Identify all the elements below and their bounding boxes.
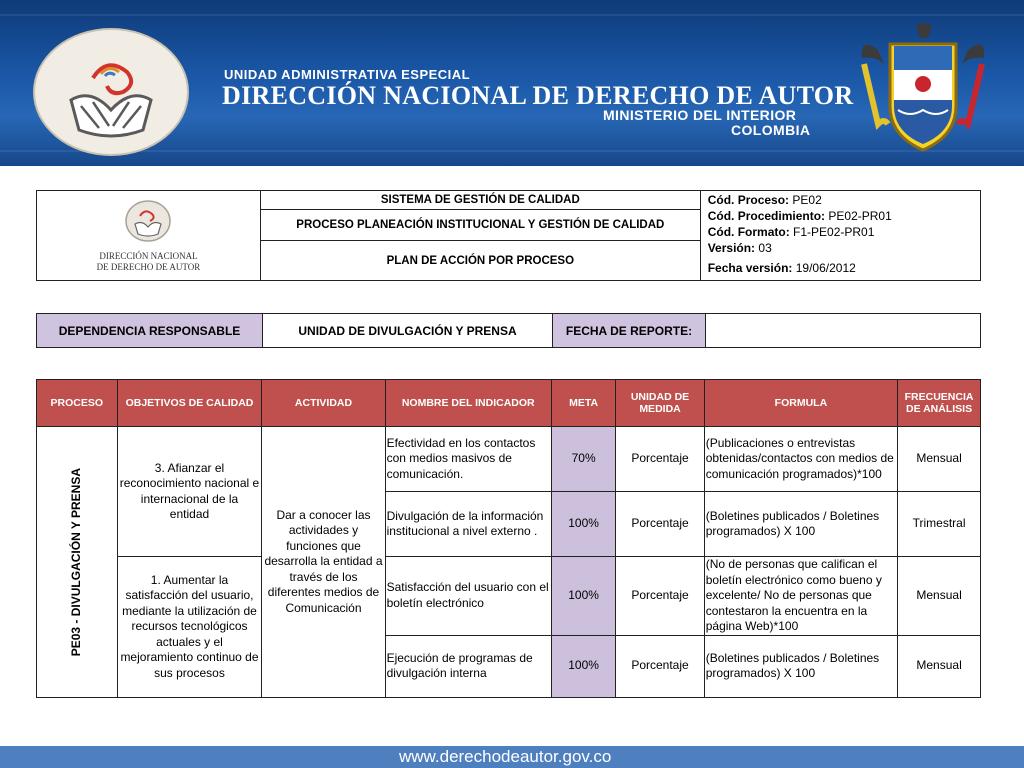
col-header-indicator: NOMBRE DEL INDICADOR: [385, 380, 551, 427]
indicator-cell: Efectividad en los contactos con medios masivos de comunicación.: [385, 427, 551, 492]
action-plan-table: [36, 379, 981, 698]
col-header-meta: META: [551, 380, 615, 427]
activity-cell: Dar a conocer las actividades y funciones que desarrolla la entidad a través de los diferentes medios de Comunicación: [262, 427, 385, 698]
unit-cell: Porcentaje: [616, 427, 704, 492]
dependency-value: UNIDAD DE DIVULGACIÓN Y PRENSA: [263, 314, 553, 348]
header-banner: [0, 0, 1024, 166]
code-version: Versión: 03: [707, 241, 772, 255]
col-header-process: PROCESO: [37, 380, 118, 427]
banner-title: DIRECCIÓN NACIONAL DE DERECHO DE AUTOR: [222, 81, 854, 110]
unit-cell: Porcentaje: [616, 557, 704, 636]
header-logo-cell: [37, 191, 261, 281]
col-header-formula: FORMULA: [704, 380, 897, 427]
header-logo-text: DIRECCIÓN NACIONAL DE DERECHO DE AUTOR: [96, 251, 201, 272]
dnda-small-logo: [123, 198, 173, 244]
code-procedure: Cód. Procedimiento: PE02-PR01: [707, 209, 892, 223]
frequency-cell: Trimestral: [898, 492, 981, 557]
col-header-frequency: FRECUENCIA DE ANÁLISIS: [898, 380, 981, 427]
dependency-table: [36, 313, 981, 348]
indicator-cell: Satisfacción del usuario con el boletín electrónico: [385, 557, 551, 636]
frequency-cell: Mensual: [898, 635, 981, 697]
table-row: [37, 427, 981, 492]
dependency-label: DEPENDENCIA RESPONSABLE: [37, 314, 263, 348]
process-title: PROCESO PLANEACIÓN INSTITUCIONAL Y GESTIÓN DE CALIDAD: [260, 210, 700, 241]
plan-title: PLAN DE ACCIÓN POR PROCESO: [260, 241, 700, 281]
banner-country: COLOMBIA: [731, 122, 811, 138]
formula-cell: (No de personas que califican el boletín electrónico como bueno y excelente/ No de personas que contestaron la encuentra en la página Web)*100: [704, 557, 897, 636]
banner-ministry: MINISTERIO DEL INTERIOR: [603, 107, 797, 123]
process-name: PE03 - DIVULGACIÓN Y PRENSA: [69, 467, 84, 656]
unit-cell: Porcentaje: [616, 635, 704, 697]
formula-cell: (Publicaciones o entrevistas obtenidas/contactos con medios de comunicación programados)*100: [704, 427, 897, 492]
code-process: Cód. Proceso: PE02: [707, 193, 822, 207]
system-title: SISTEMA DE GESTIÓN DE CALIDAD: [260, 191, 700, 210]
col-header-unit: UNIDAD DE MEDIDA: [616, 380, 704, 427]
frequency-cell: Mensual: [898, 557, 981, 636]
objective-cell: 3. Afianzar el reconocimiento nacional e internacional de la entidad: [117, 427, 262, 557]
formula-cell: (Boletines publicados / Boletines programados) X 100: [704, 635, 897, 697]
banner-subtitle: UNIDAD ADMINISTRATIVA ESPECIAL: [224, 67, 471, 82]
objective-cell: 1. Aumentar la satisfacción del usuario, mediante la utilización de recursos tecnológicos actuales y el mejoramiento continuo de sus procesos: [117, 557, 262, 698]
meta-cell: 100%: [551, 557, 615, 636]
col-header-objectives: OBJETIVOS DE CALIDAD: [117, 380, 262, 427]
table-row: [37, 557, 981, 636]
formula-cell: (Boletines publicados / Boletines programados) X 100: [704, 492, 897, 557]
indicator-cell: Divulgación de la información institucional a nivel externo .: [385, 492, 551, 557]
process-codes: [700, 191, 980, 281]
colombia-coat-of-arms: [858, 20, 988, 156]
code-version-date: Fecha versión: 19/06/2012: [707, 261, 856, 275]
frequency-cell: Mensual: [898, 427, 981, 492]
indicator-cell: Ejecución de programas de divulgación interna: [385, 635, 551, 697]
table-header-row: [37, 380, 981, 427]
meta-cell: 70%: [551, 427, 615, 492]
process-cell: [37, 427, 118, 698]
report-date-value: [706, 314, 981, 348]
unit-cell: Porcentaje: [616, 492, 704, 557]
meta-cell: 100%: [551, 492, 615, 557]
report-date-label: FECHA DE REPORTE:: [553, 314, 706, 348]
footer-bar: [0, 746, 1024, 768]
document-header-table: [36, 190, 981, 281]
code-format: Cód. Formato: F1-PE02-PR01: [707, 225, 875, 239]
dnda-logo: [33, 28, 189, 156]
footer-url[interactable]: www.derechodeautor.gov.co: [399, 747, 612, 766]
col-header-activity: ACTIVIDAD: [262, 380, 385, 427]
meta-cell: 100%: [551, 635, 615, 697]
